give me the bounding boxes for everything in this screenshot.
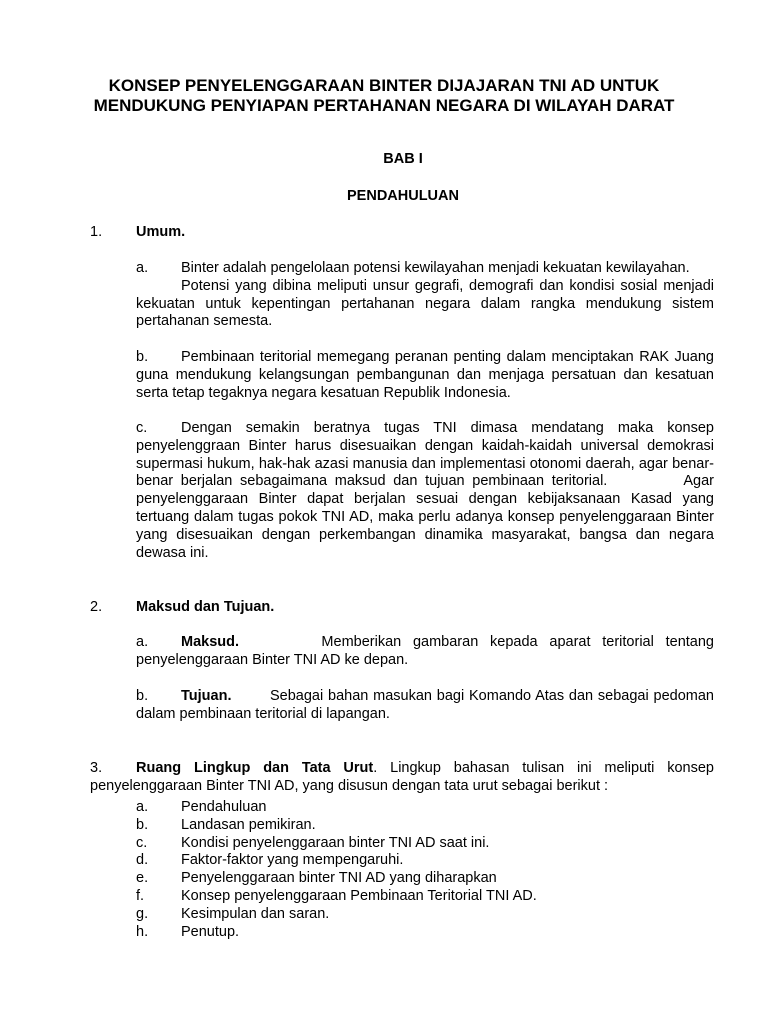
list-item-text: Faktor-faktor yang mempengaruhi.: [181, 852, 404, 869]
list-item: [136, 870, 537, 888]
list-item-text: Landasan pemikiran.: [181, 816, 316, 833]
section-3: [90, 760, 714, 796]
document-title: [60, 76, 708, 115]
paragraph-1b-text: Pembinaan teritorial memegang peranan penting dalam menciptakan RAK Juang guna mendukung kelangsungan pembangunan dan menjaga persatuan dan kesatuan serta tetap tegaknya negara kesatuan Republik Indonesia.: [136, 349, 714, 401]
list-item: [136, 835, 537, 853]
paragraph-1a-text-2: Potensi yang dibina meliputi unsur gegrafi, demografi dan kondisi sosial menjadi kekuatan untuk kepentingan pertahanan negara dalam rangka mendukung sistem pertahanan semesta.: [136, 277, 714, 330]
paragraph-2a-label: a.: [136, 634, 149, 650]
list-item: [136, 799, 537, 817]
paragraph-1b: [136, 349, 714, 402]
chapter-number: BAB I: [383, 151, 423, 167]
list-item-label: a.: [136, 799, 149, 815]
paragraph-2b: [136, 688, 714, 724]
paragraph-1a-label: a.: [136, 260, 149, 276]
list-item: [136, 906, 537, 924]
list-item: [136, 888, 537, 906]
list-item-text: Penyelenggaraan binter TNI AD yang diharapkan: [181, 870, 497, 887]
section-3-list: [136, 799, 537, 941]
paragraph-2a: [136, 634, 714, 670]
paragraph-1c-label: c.: [136, 420, 148, 436]
paragraph-1b-label: b.: [136, 349, 149, 365]
section-3-title: Ruang Lingkup dan Tata Urut: [136, 760, 374, 776]
list-item-text: Kondisi penyelenggaraan binter TNI AD saat ini.: [181, 834, 490, 851]
paragraph-1c-text-1: Dengan semakin beratnya tugas TNI dimasa mendatang maka konsep penyelenggraan Binter harus disesuaikan dengan kaidah-kaidah universal demokrasi supermasi hukum, hak-hak azasi manusia dan implementasi otonomi daerah, agar benar-benar berjalan sebagaimana maksud dan tujuan pembinaan teritorial.: [136, 420, 714, 490]
paragraph-1c-text-2: Agar penyelenggaraan Binter dapat berjalan sesuai dengan kebijaksanaan Kasad yang tertuang dalam tugas pokok TNI AD, maka perlu adanya konsep penyelenggaraan Binter yang disesuaikan dengan perkembangan dinamika masyarakat, bangsa dan negara dewasa ini.: [136, 473, 714, 561]
paragraph-1a-text-1: Binter adalah pengelolaan potensi kewilayahan menjadi kekuatan kewilayahan.: [181, 260, 690, 276]
section-1-number: 1.: [90, 224, 103, 240]
list-item-text: Penutup.: [181, 923, 240, 940]
list-item-text: Kesimpulan dan saran.: [181, 905, 330, 922]
section-2-title: Maksud dan Tujuan.: [136, 599, 275, 615]
section-1-title: Umum.: [136, 224, 186, 240]
list-item-label: c.: [136, 834, 148, 851]
paragraph-2a-text: Memberikan gambaran kepada aparat teritorial tentang penyelenggaraan Binter TNI AD ke depan.: [136, 634, 714, 668]
section-3-text: . Lingkup bahasan tulisan ini meliputi konsep penyelenggaraan Binter TNI AD, yang disusun dengan tata urut sebagai berikut :: [90, 760, 714, 794]
paragraph-1a: [136, 260, 714, 331]
list-item: [136, 852, 537, 870]
title-line-1: KONSEP PENYELENGGARAAN BINTER DIJAJARAN TNI AD UNTUK: [108, 76, 660, 95]
list-item-label: e.: [136, 870, 149, 887]
paragraph-2b-text: Sebagai bahan masukan bagi Komando Atas dan sebagai pedoman dalam pembinaan teritorial di lapangan.: [136, 688, 714, 722]
paragraph-2b-term: Tujuan.: [181, 688, 232, 704]
paragraph-2b-label: b.: [136, 688, 149, 704]
list-item-text: Pendahuluan: [181, 799, 267, 815]
list-item-label: f.: [136, 887, 145, 904]
list-item-text: Konsep penyelenggaraan Pembinaan Teritorial TNI AD.: [181, 887, 537, 904]
section-3-number: 3.: [90, 760, 103, 776]
list-item: [136, 924, 537, 942]
chapter-title: PENDAHULUAN: [347, 188, 459, 204]
paragraph-2a-term: Maksud.: [181, 634, 240, 650]
list-item-label: g.: [136, 905, 149, 922]
list-item-label: b.: [136, 816, 149, 833]
paragraph-1c: [136, 420, 714, 562]
section-2-number: 2.: [90, 599, 103, 615]
list-item: [136, 817, 537, 835]
list-item-label: h.: [136, 923, 149, 940]
title-line-2: MENDUKUNG PENYIAPAN PERTAHANAN NEGARA DI WILAYAH DARAT: [93, 95, 675, 115]
list-item-label: d.: [136, 852, 149, 869]
